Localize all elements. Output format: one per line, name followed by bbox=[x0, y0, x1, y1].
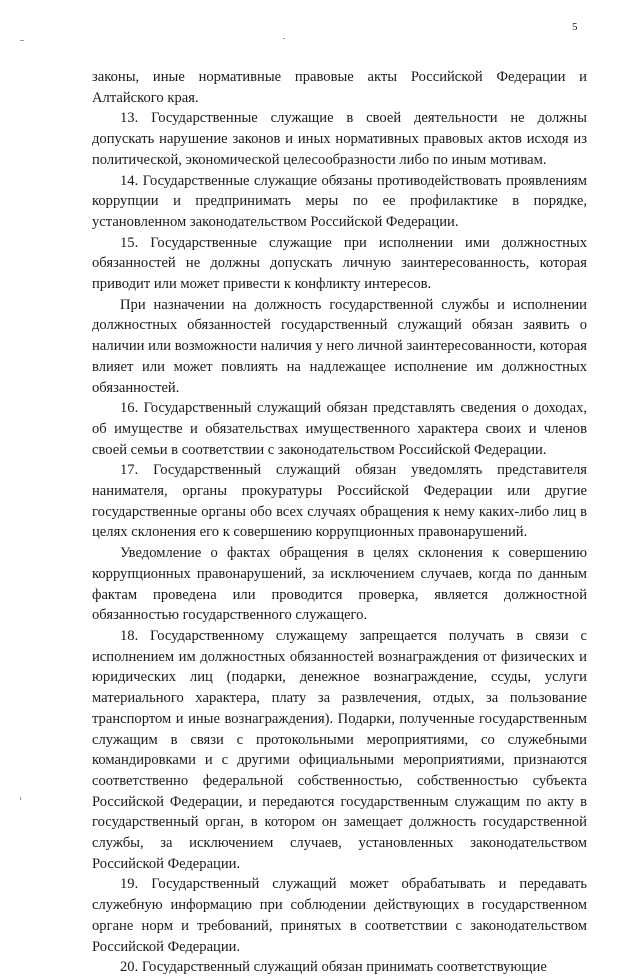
paragraph-18: 18. Государственному служащему запрещается получать в связи с исполнением им должностных обязанностей вознаграждения от физических и юридических лиц (подарки, денежное вознаграждение, ссуды, услуги материального характера, плату за развлечения, отдых, за пользование транспортом и иные вознаграждения). Подарки, полученные государственным служащим в связи с протокольными мероприятиями, со служебными командировками и с другими официальными мероприятиями, признаются соответственно федеральной собственностью, собственностью субъекта Российской Федерации, и передаются государственным служащим по акту в государственный орган, в котором он замещает должность государственной службы, за исключением случаев, установленных законодательством Российской Федерации. bbox=[92, 627, 587, 872]
scan-speck bbox=[20, 797, 21, 800]
paragraph-continuation: законы, иные нормативные правовые акты Российской Федерации и Алтайского края. bbox=[92, 69, 587, 106]
paragraph-15-extra: При назначении на должность государственной службы и исполнении должностных обязанностей государственный служащий обязан заявить о наличии или возможности наличия у него личной заинтересованности, которая влияет или может повлиять на надлежащее исполнение им должностных обязанностей. bbox=[92, 296, 587, 396]
document-body bbox=[92, 67, 587, 978]
scan-speck bbox=[283, 38, 285, 39]
paragraph-15: 15. Государственные служащие при исполнении ими должностных обязанностей не должны допускать личную заинтересованность, которая приводит или может привести к конфликту интересов. bbox=[92, 234, 587, 293]
page-number: 5 bbox=[572, 21, 578, 33]
paragraph-20: 20. Государственный служащий обязан принимать соответствующие bbox=[120, 959, 547, 976]
paragraph-19: 19. Государственный служащий может обрабатывать и передавать служебную информацию при соблюдении действующих в государственном органе норм и требований, принятых в соответствии с законодательством Российской Федерации. bbox=[92, 876, 587, 955]
scan-speck bbox=[20, 40, 24, 41]
paragraph-17-extra: Уведомление о фактах обращения в целях склонения к совершению коррупционных правонарушений, за исключением случаев, когда по данным фактам проведена или проводится проверка, является должностной обязанностью государственного служащего. bbox=[92, 545, 587, 624]
paragraph-16: 16. Государственный служащий обязан представлять сведения о доходах, об имуществе и обязательствах имущественного характера своих и членов своей семьи в соответствии с законодательством Российской Федерации. bbox=[92, 400, 587, 458]
paragraph-17: 17. Государственный служащий обязан уведомлять представителя нанимателя, органы прокуратуры Российской Федерации или другие государственные органы обо всех случаях обращения к нему каких-либо лиц в целях склонения его к совершению коррупционных правонарушений. bbox=[92, 462, 587, 541]
paragraph-13: 13. Государственные служащие в своей деятельности не должны допускать нарушение законов и иных нормативных правовых актов исходя из политической, экономической целесообразности либо по иным мотивам. bbox=[92, 110, 587, 168]
paragraph-14: 14. Государственные служащие обязаны противодействовать проявлениям коррупции и предпринимать меры по ее профилактике в порядке, установленном законодательством Российской Федерации. bbox=[92, 172, 587, 230]
